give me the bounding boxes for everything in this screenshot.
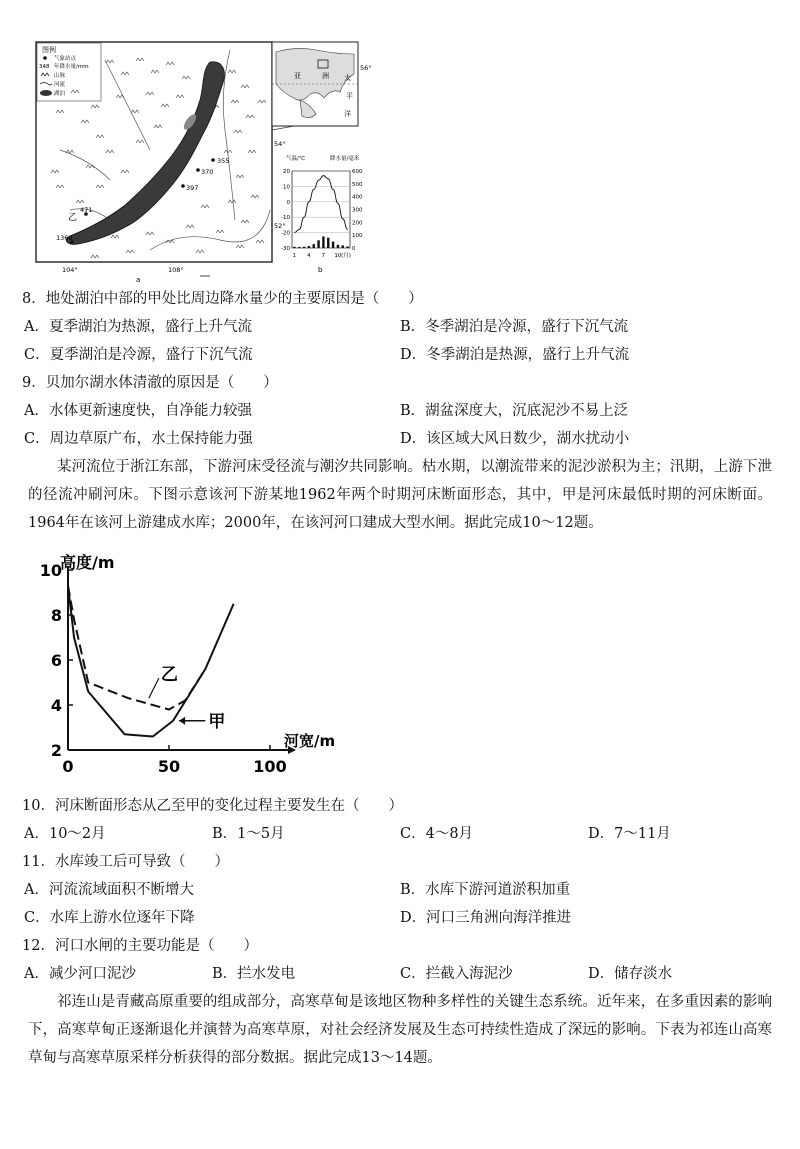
station-symbol [43,56,47,60]
x-tick-label: 50 [157,757,181,776]
lake-symbol [40,90,52,96]
inset-label-ya: 亚 [294,72,301,80]
q8-stem: 8．地处湖泊中部的甲处比周边降水量少的主要原因是（ ） [22,291,423,307]
series-label-yi: 乙 [160,665,178,685]
legend-sample-value: 348 [39,64,50,70]
precip-bar [298,247,300,248]
climate-right-tick: 300 [352,207,363,214]
x-axis-title: 河宽/m [284,732,336,750]
jia-arrowhead [179,717,185,725]
sub-label-a: a [136,276,141,284]
climate-ticks [281,169,363,259]
q10-option-d[interactable]: D．7～11月 [588,826,671,842]
climate-chart-b [281,154,363,274]
q8-option-a[interactable]: A．夏季湖泊为热源，盛行上升气流 [24,319,252,335]
climate-sub-label-b: b [318,266,323,274]
station-label-355: 355 [217,157,230,165]
precip-bar [327,238,329,248]
climate-left-tick: -30 [281,246,290,252]
precip-bar [317,240,319,248]
climate-right-tick: 500 [352,181,363,188]
lon-108: 108° [168,266,184,274]
climate-left-tick: 10 [283,184,290,191]
q11-option-d[interactable]: D．河口三角洲向海洋推进 [400,910,572,926]
legend-station: 气象站点 [54,56,77,62]
station-label-1360: 1360 [56,234,73,242]
precip-bar [332,242,334,248]
q12-option-b[interactable]: B．拦水发电 [212,966,296,982]
climate-left-tick: -10 [281,215,290,222]
climate-left-tick: 0 [286,199,290,206]
station-label-370: 370 [201,168,214,176]
climate-left-axis-title: 气温/℃ [286,156,306,162]
passage-qilian: 祁连山是青藏高原重要的组成部分，高寒草甸是该地区物种多样性的关键生态系统。近年来，在多重因素的影响下，高寒草甸正逐渐退化并演替为高寒草原，对社会经济发展及生态可持续性造成了深远的影响。下表为祁连山高寒草甸与高寒草原采样分析获得的部分数据。据此完成13～14题。 [28,994,772,1066]
climate-plot-frame [292,171,350,248]
station-355 [211,158,215,162]
climate-precip-bars [293,236,349,248]
climate-x-tick: (月) [341,253,351,259]
q9-option-b[interactable]: B．湖盆深度大，沉底泥沙不易上泛 [400,403,629,419]
q12-option-c[interactable]: C．拦截入海泥沙 [400,966,513,982]
x-tick-label: 100 [253,757,287,776]
q9-option-a[interactable]: A．水体更新速度快，自净能力较强 [24,403,252,419]
climate-left-tick: 20 [283,169,290,175]
lon-104: 104° [62,266,78,274]
q11-stem: 11．水库竣工后可导致（ ） [22,854,229,870]
climate-left-tick: -20 [281,230,290,237]
climate-x-tick: 4 [307,253,311,259]
climate-x-tick: 10 [334,253,342,259]
climate-x-tick: 7 [321,253,326,259]
yi-leader-line [149,678,159,698]
precip-bar [313,244,315,248]
lat-54: 54° [274,140,286,148]
q10-option-a[interactable]: A．10～2月 [24,826,106,842]
inset-label-yang: 洋 [344,110,351,118]
station-397 [181,184,185,188]
climate-gridlines [292,171,350,248]
climate-right-tick: 200 [352,220,363,227]
y-tick-label: 10 [39,561,62,580]
q8-option-c[interactable]: C．夏季湖泊是冷源，盛行下沉气流 [24,347,253,363]
place-label-yi: 乙 [68,213,78,223]
inset-label-tai: 太 [344,74,351,82]
legend-title: 图例 [42,46,56,54]
precip-bar [308,246,310,248]
y-tick-label: 2 [50,741,62,760]
q12-stem: 12．河口水闸的主要功能是（ ） [22,938,258,954]
x-tick-label: 0 [62,757,74,776]
climate-right-axis-title: 降水量/毫米 [330,156,360,162]
legend-lake: 湖泊 [54,91,66,97]
inset-label-ping: 平 [346,92,353,100]
q9-option-d[interactable]: D．该区域大风日数少，湖水扰动小 [400,431,630,447]
q9-stem: 9．贝加尔湖水体清澈的原因是（ ） [22,375,278,391]
passage-river: 某河流位于浙江东部，下游河床受径流与潮汐共同影响。枯水期，以潮流带来的泥沙淤积为主；汛期，上游下泄的径流冲刷河床。下图示意该河下游某地1962年两个时期河床断面形态，其中，甲是河床最低时期的河床断面。1964年在该河上游建成水库；2000年，在该河河口建成大型水闸。据此完成10～12题。 [28,459,772,531]
y-tick-label: 6 [50,651,62,670]
station-label-397: 397 [186,184,199,192]
series-label-jia: 甲 [208,711,226,732]
legend-precip: 年降水量/mm [54,64,89,70]
legend-river: 河流 [54,82,66,88]
q8-option-d[interactable]: D．冬季湖泊是热源，盛行上升气流 [400,347,630,363]
precip-bar [346,246,348,248]
climate-right-tick: 0 [352,246,356,252]
q11-option-a[interactable]: A．河流流域面积不断增大 [24,882,194,898]
q12-option-d[interactable]: D．储存淡水 [588,966,673,982]
precip-bar [293,247,295,248]
river-section-chart [30,548,360,783]
q11-option-b[interactable]: B．水库下游河道淤积加重 [400,882,571,898]
station-label-471: 471 [80,206,93,214]
lat-52: 52° [274,222,286,230]
inset-label-zhou: 洲 [322,72,329,80]
y-axis-title: 高度/m [60,553,115,572]
q9-option-c[interactable]: C．周边草原广布，水土保持能力强 [24,431,253,447]
station-370 [196,168,200,172]
precip-bar [322,236,324,248]
q11-option-c[interactable]: C．水库上游水位逐年下降 [24,910,195,926]
climate-right-tick: 400 [352,194,363,201]
inset-lat-56: 56° [360,64,372,72]
precip-bar [342,245,344,248]
figure-baikal [0,0,800,290]
legend-mountain: 山脉 [54,73,66,79]
q12-option-a[interactable]: A．减少河口泥沙 [24,966,136,982]
q8-option-b[interactable]: B．冬季湖泊是冷源，盛行下沉气流 [400,319,629,335]
y-tick-label: 8 [50,606,62,625]
climate-temp-curve [294,176,347,233]
q10-option-b[interactable]: B．1～5月 [212,826,285,842]
precip-bar [303,247,305,248]
q10-stem: 10．河床断面形态从乙至甲的变化过程主要发生在（ ） [22,798,403,814]
climate-right-tick: 100 [352,233,363,240]
y-tick-label: 4 [50,696,62,715]
precip-bar [337,245,339,248]
climate-x-tick: 1 [292,253,297,259]
q10-option-c[interactable]: C．4～8月 [400,826,474,842]
climate-right-tick: 600 [352,169,363,175]
